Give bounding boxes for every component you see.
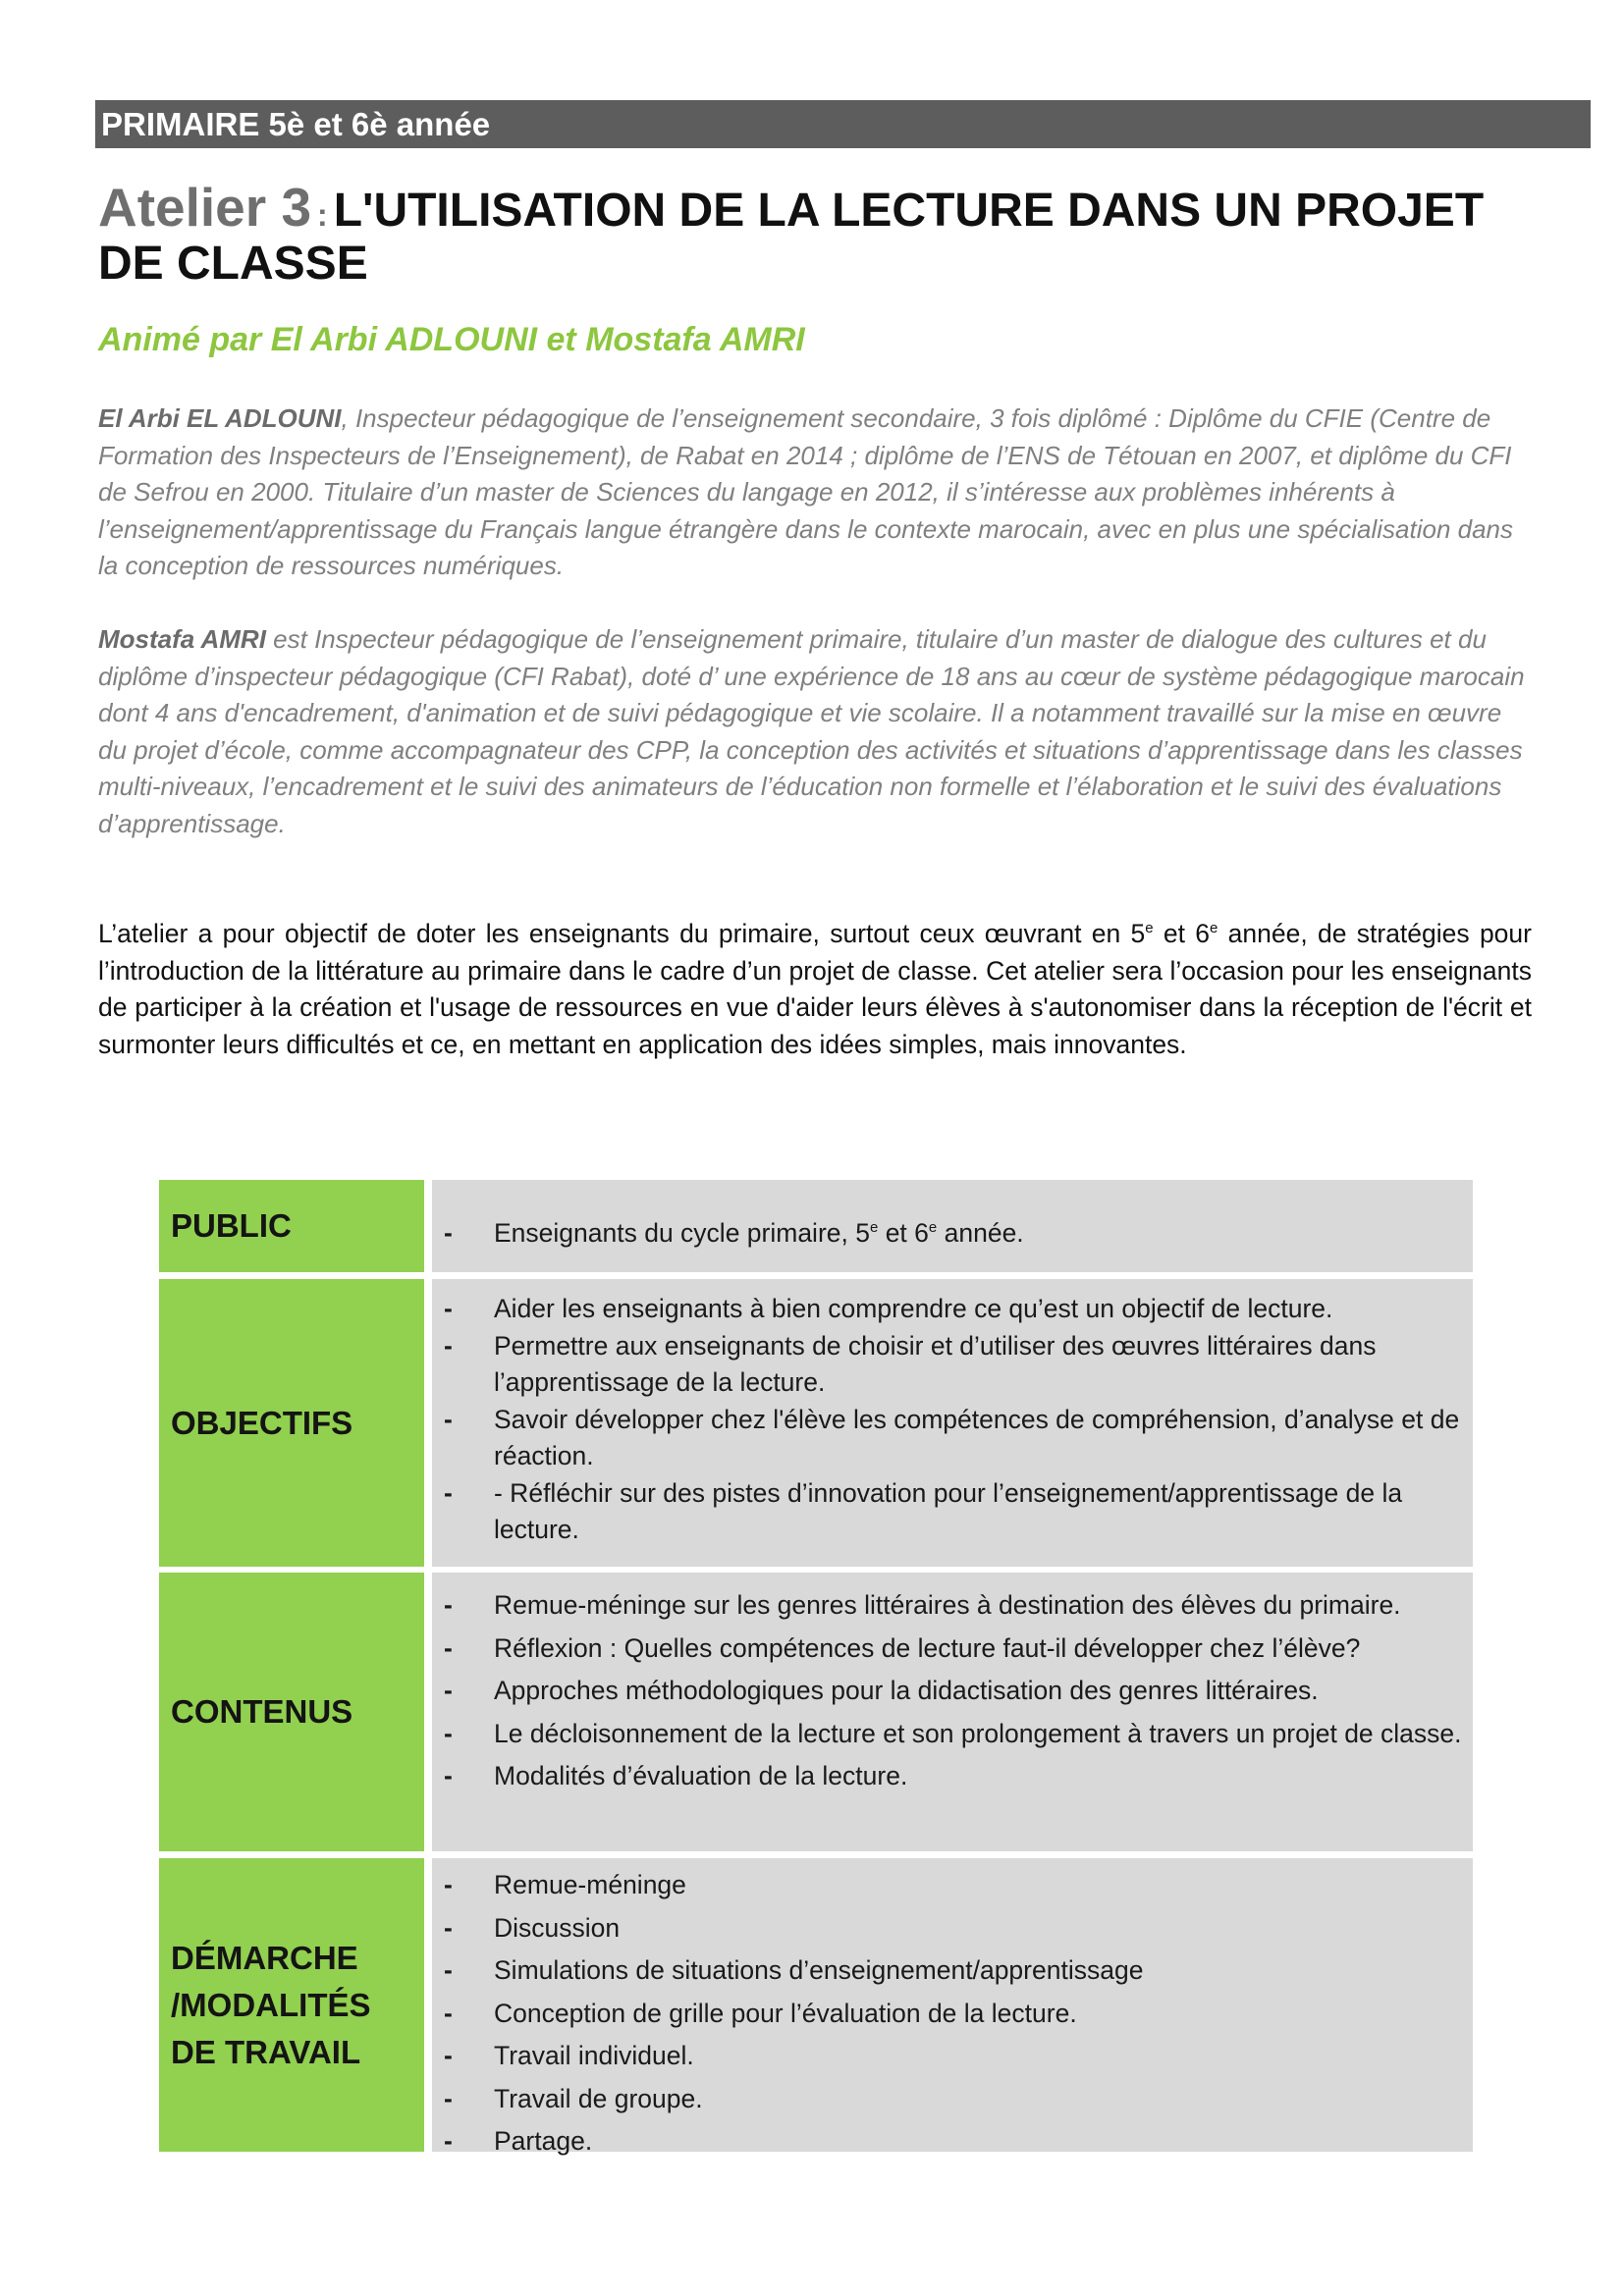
list-item: - Remue-méninge sur les genres littéraires à destination des élèves du primaire. xyxy=(444,1584,1463,1628)
list-item: - Travail individuel. xyxy=(444,2035,1463,2078)
demarche-list xyxy=(444,1858,1463,2163)
bio-paragraph-adlouni xyxy=(98,400,1532,585)
list-item: - - Réfléchir sur des pistes d’innovation pour l’enseignement/apprentissage de la lecture. xyxy=(444,1475,1463,1549)
list-item: - Conception de grille pour l’évaluation de la lecture. xyxy=(444,1993,1463,2036)
list-item: - Discussion xyxy=(444,1907,1463,1950)
superscript: e xyxy=(928,1219,938,1237)
bio-paragraph-amri xyxy=(98,621,1532,842)
list-item: - Savoir développer chez l'élève les compétences de compréhension, d’analyse et de réaction. xyxy=(444,1402,1463,1475)
section-header-bar: PRIMAIRE 5è et 6è année xyxy=(95,100,1591,148)
row-label-cell xyxy=(159,1279,424,1567)
intro-text: L’atelier a pour objectif de doter les enseignants du primaire, surtout ceux œuvrant en 5 xyxy=(98,919,1146,948)
list-item: - Partage. xyxy=(444,2120,1463,2163)
row-content-cell xyxy=(432,1279,1473,1567)
list-item: - Permettre aux enseignants de choisir et d’utiliser des œuvres littéraires dans l’apprentissage de la lecture. xyxy=(444,1328,1463,1402)
workshop-title xyxy=(98,177,1551,290)
list-item: - Le décloisonnement de la lecture et son prolongement à travers un projet de classe. xyxy=(444,1713,1463,1756)
bio-text: , Inspecteur pédagogique de l’enseignement secondaire, 3 fois diplômé : Diplôme du CFIE (Centre de Formation des Inspecteurs de l’Enseignement), de Rabat en 2014 ; diplôme de l’ENS de Tétouan en 2007, et diplôme du CFI de Sefrou en 2000. Titulaire d’un master de Sciences du langage en 2012, il s’intéresse aux problèmes inhérents à l’enseignement/apprentissage du Français langue étrangère dans le contexte marocain, avec en plus une spécialisation dans la conception de ressources numériques. xyxy=(98,403,1514,580)
row-label-cell xyxy=(159,1180,424,1272)
table-row-demarche xyxy=(159,1858,1473,2156)
list-item: - Travail de groupe. xyxy=(444,2078,1463,2121)
row-content-cell xyxy=(432,1180,1473,1272)
list-item: - Approches méthodologiques pour la didactisation des genres littéraires. xyxy=(444,1670,1463,1713)
table-row-public xyxy=(159,1180,1473,1272)
row-label: DÉMARCHE /MODALITÉS DE TRAVAIL xyxy=(171,1939,371,2070)
workshop-number: Atelier 3 xyxy=(98,177,312,238)
title-separator: : xyxy=(317,197,328,233)
public-list xyxy=(444,1180,1463,1253)
item-text: Enseignants du cycle primaire, 5 xyxy=(494,1218,870,1248)
list-item: - Remue-méninge xyxy=(444,1864,1463,1907)
workshop-facilitators: Animé par El Arbi ADLOUNI et Mostafa AMRI xyxy=(98,321,805,358)
superscript: e xyxy=(1210,920,1218,937)
bio-name: El Arbi EL ADLOUNI xyxy=(98,403,342,433)
row-label: OBJECTIFS xyxy=(171,1404,353,1441)
row-label-cell xyxy=(159,1858,424,2152)
intro-paragraph xyxy=(98,916,1532,1063)
item-text: année. xyxy=(937,1218,1024,1248)
row-label: CONTENUS xyxy=(171,1693,353,1730)
objectifs-list xyxy=(444,1279,1463,1549)
list-item xyxy=(444,1215,1463,1253)
contenus-list xyxy=(444,1573,1463,1798)
list-item: - Modalités d’évaluation de la lecture. xyxy=(444,1755,1463,1798)
bio-text: est Inspecteur pédagogique de l’enseignement primaire, titulaire d’un master de dialogue des cultures et du diplôme d’inspecteur pédagogique (CFI Rabat), doté d’ une expérience de 18 ans au cœur de système pédagogique marocain dont 4 ans d'encadrement, d'animation et de suivi pédagogique et vie scolaire. Il a notamment travaillé sur la mise en œuvre du projet d’école, comme accompagnateur des CPP, la conception des activités et situations d’apprentissage dans les classes multi-niveaux, l’encadrement et le suivi des animateurs de l’éducation non formelle et l’élaboration et le suivi des évaluations d’apprentissage. xyxy=(98,624,1525,838)
superscript: e xyxy=(1145,920,1154,937)
row-content-cell xyxy=(432,1573,1473,1851)
row-label-cell xyxy=(159,1573,424,1851)
list-item: - Réflexion : Quelles compétences de lecture faut-il développer chez l’élève? xyxy=(444,1628,1463,1671)
table-row-objectifs xyxy=(159,1279,1473,1567)
bio-name: Mostafa AMRI xyxy=(98,624,266,654)
workshop-title-text: L'UTILISATION DE LA LECTURE DANS UN PROJET DE CLASSE xyxy=(98,185,1485,290)
intro-text: année, de stratégies pour l’introduction de la littérature au primaire dans le cadre d’un projet de classe. Cet atelier sera l’occasion pour les enseignants de participer à la création et l'usage de ressources en vue d'aider leurs élèves à s'autonomiser dans la réception de l'écrit et surmonter leurs difficultés et ce, en mettant en application des idées simples, mais innovantes. xyxy=(98,919,1532,1059)
row-label: PUBLIC xyxy=(171,1207,292,1244)
table-row-contenus xyxy=(159,1573,1473,1851)
item-text: et 6 xyxy=(878,1218,929,1248)
intro-text: et 6 xyxy=(1153,919,1211,948)
list-item: - Simulations de situations d’enseignement/apprentissage xyxy=(444,1949,1463,1993)
row-content-cell xyxy=(432,1858,1473,2156)
list-item: - Aider les enseignants à bien comprendre ce qu’est un objectif de lecture. xyxy=(444,1291,1463,1328)
superscript: e xyxy=(869,1219,879,1237)
